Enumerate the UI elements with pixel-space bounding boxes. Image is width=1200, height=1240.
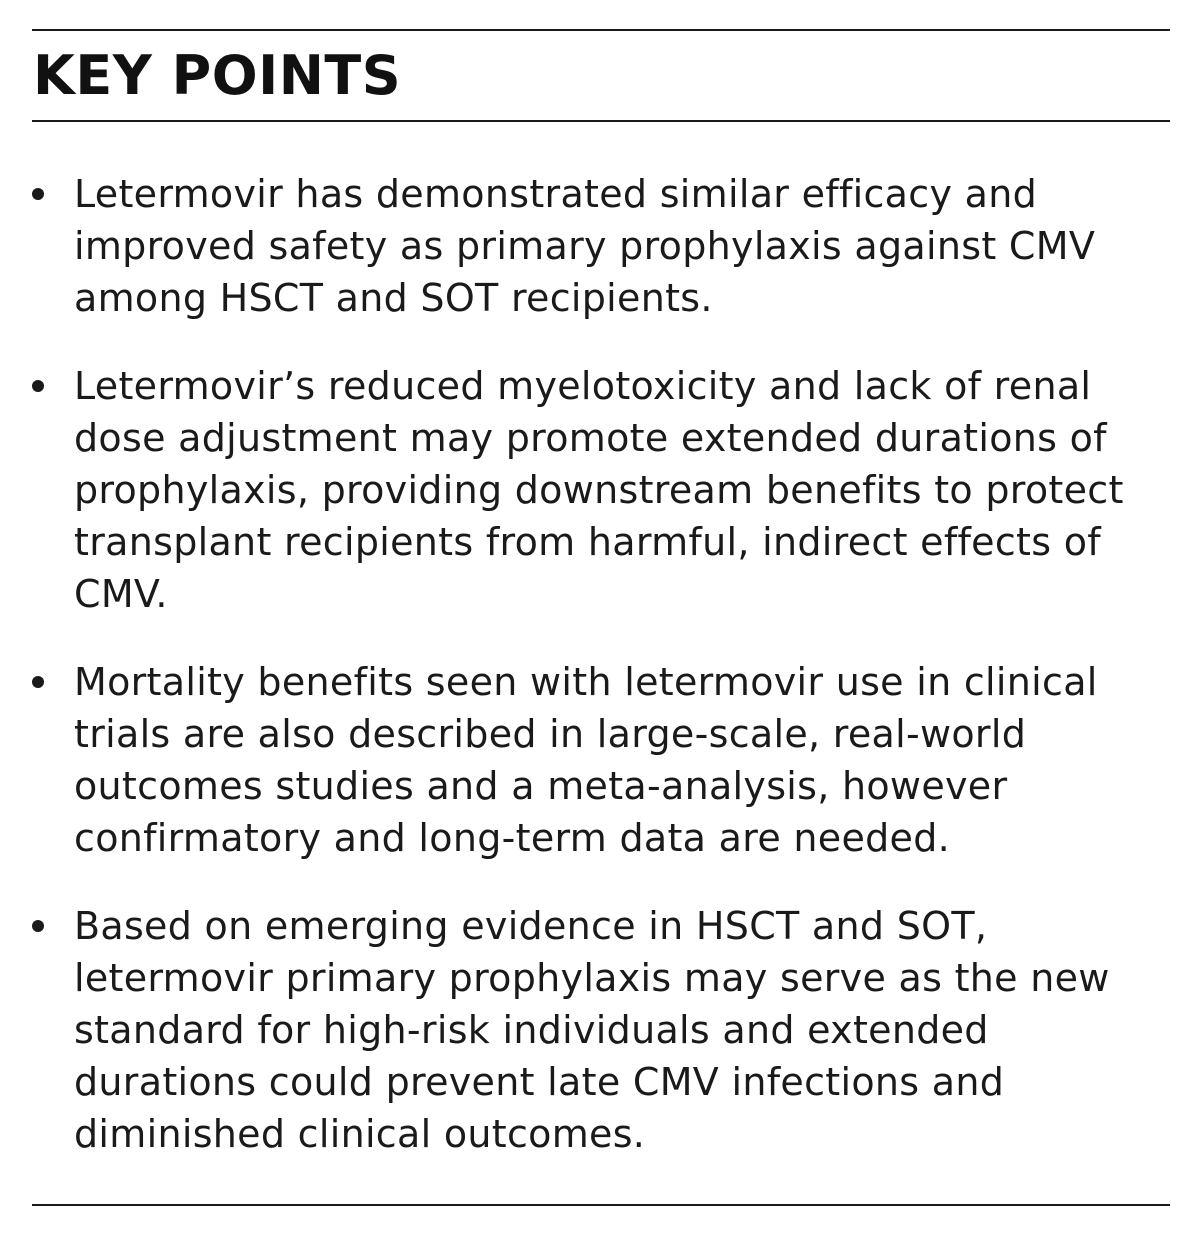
key-point-item: [24, 168, 1164, 324]
bullet-icon: [32, 380, 44, 392]
key-point-text: Mortality benefits seen with letermovir use in clinical trials are also described in large-scale, real-world outcomes studies and a meta-analysis, however confirmatory and long-term data are needed.: [74, 660, 1098, 860]
key-points-list: [24, 168, 1164, 1196]
key-point-text: Letermovir has demonstrated similar efficacy and improved safety as primary prophylaxis against CMV among HSCT and SOT recipients.: [74, 172, 1096, 320]
key-point-text: Based on emerging evidence in HSCT and SOT, letermovir primary prophylaxis may serve as the new standard for high-risk individuals and extended durations could prevent late CMV infections and diminished clinical outcomes.: [74, 904, 1110, 1156]
key-point-text: Letermovir’s reduced myelotoxicity and lack of renal dose adjustment may promote extended durations of prophylaxis, providing downstream benefits to protect transplant recipients from harmful, indirect effects of CMV.: [74, 364, 1124, 616]
key-point-item: [24, 656, 1164, 864]
key-point-item: [24, 900, 1164, 1160]
bullet-icon: [32, 188, 44, 200]
key-point-item: [24, 360, 1164, 620]
bullet-icon: [32, 676, 44, 688]
bullet-icon: [32, 920, 44, 932]
heading-divider: [32, 120, 1170, 122]
top-rule: [32, 29, 1170, 31]
key-points-heading: KEY POINTS: [33, 44, 402, 107]
bottom-rule: [32, 1204, 1170, 1206]
